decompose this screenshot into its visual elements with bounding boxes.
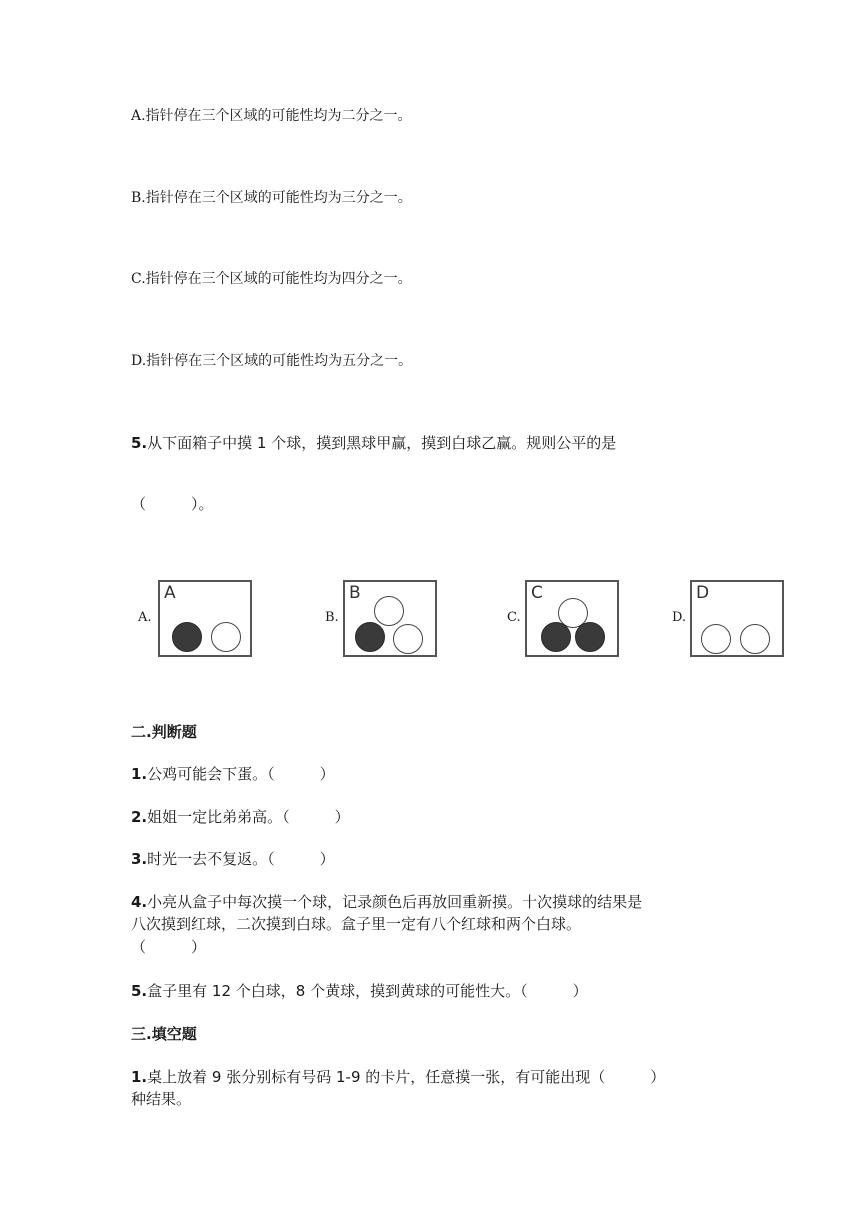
question-text: 从下面箱子中摸 1 个球，摸到黑球甲赢，摸到白球乙赢。规则公平的是 — [147, 434, 617, 452]
option-c — [131, 268, 412, 290]
item-number: 1. — [131, 765, 148, 783]
black-ball — [541, 622, 571, 652]
white-ball — [701, 624, 731, 654]
box-letter: D — [696, 583, 710, 603]
item-number: 5. — [131, 982, 148, 1000]
option-a-text: A.指针停在三个区域的可能性均为二分之一。 — [131, 108, 412, 124]
item-text: 八次摸到红球，二次摸到白球。盒子里一定有八个红球和两个白球。 — [131, 915, 582, 933]
item-text: 公鸡可能会下蛋。（ ） — [147, 765, 335, 783]
item-text: 小亮从盒子中每次摸一个球，记录颜色后再放回重新摸。十次摸球的结果是 — [147, 893, 643, 911]
judgment-item-4-line2 — [131, 913, 581, 935]
section-heading-fill-blank: 三.填空题 — [131, 1025, 197, 1043]
item-text: 桌上放着 9 张分别标有号码 1-9 的卡片，任意摸一张，有可能出现（ ） — [147, 1068, 666, 1086]
answer-blank: （ ） — [131, 938, 207, 956]
item-text: 姐姐一定比弟弟高。（ ） — [147, 808, 350, 826]
question-5-blank — [131, 493, 214, 515]
option-label: A. — [138, 610, 152, 625]
option-c-text: C.指针停在三个区域的可能性均为四分之一。 — [131, 271, 412, 287]
box-letter: B — [349, 583, 361, 603]
judgment-item-1 — [131, 763, 335, 785]
ball-box — [158, 580, 252, 657]
judgment-item-3 — [131, 848, 335, 870]
box-letter: C — [531, 583, 543, 603]
option-b-text: B.指针停在三个区域的可能性均为三分之一。 — [131, 190, 412, 206]
judgment-item-2 — [131, 806, 350, 828]
option-label: B. — [325, 610, 339, 625]
ball-boxes-figure — [130, 570, 790, 670]
option-a — [131, 105, 412, 127]
white-ball — [211, 622, 241, 652]
ball-box — [690, 580, 784, 657]
item-number: 1. — [131, 1068, 148, 1086]
judgment-item-5 — [131, 980, 588, 1002]
answer-blank: （ ）。 — [131, 495, 214, 513]
item-text: 种结果。 — [131, 1090, 192, 1108]
item-number: 4. — [131, 893, 148, 911]
section-heading-judgment: 二.判断题 — [131, 723, 197, 741]
black-ball — [172, 622, 202, 652]
ball-box — [525, 580, 619, 657]
black-ball — [355, 622, 385, 652]
item-text: 盒子里有 12 个白球，8 个黄球，摸到黄球的可能性大。（ ） — [147, 982, 588, 1000]
judgment-item-4-line3 — [131, 936, 206, 958]
item-number: 3. — [131, 850, 148, 868]
item-number: 2. — [131, 808, 148, 826]
question-5 — [131, 432, 616, 454]
question-number: 5. — [131, 434, 148, 452]
option-label: D. — [672, 610, 687, 625]
item-text: 时光一去不复返。（ ） — [147, 850, 335, 868]
fill-item-1 — [131, 1066, 665, 1088]
option-d-text: D.指针停在三个区域的可能性均为五分之一。 — [131, 353, 413, 369]
black-ball — [575, 622, 605, 652]
ball-box — [343, 580, 437, 657]
judgment-item-4 — [131, 891, 642, 913]
option-d — [131, 350, 412, 372]
box-letter: A — [164, 583, 176, 603]
white-ball — [740, 624, 770, 654]
fill-item-1-line2 — [131, 1088, 191, 1110]
white-ball — [393, 624, 423, 654]
option-b — [131, 187, 412, 209]
white-ball — [374, 596, 404, 626]
option-label: C. — [507, 610, 521, 625]
